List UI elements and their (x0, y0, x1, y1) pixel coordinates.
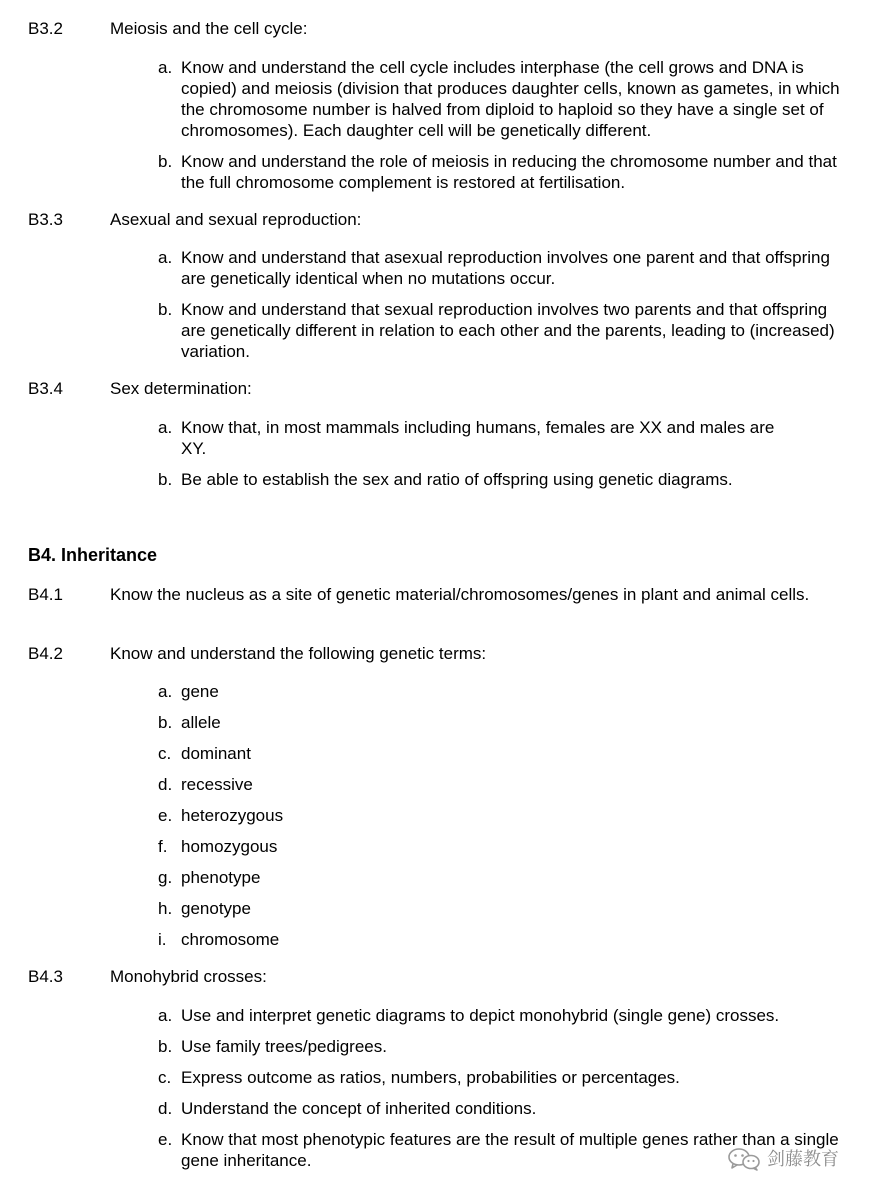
watermark (727, 1146, 839, 1172)
section-code: B3.4 (28, 379, 63, 398)
list-item-text: Know and understand that asexual reproduction involves one parent and that offspring are genetically identical when no mutations occur. (181, 248, 830, 288)
list-item-text: dominant (181, 744, 251, 763)
list-item-text: Know and understand the cell cycle includes interphase (the cell grows and DNA is copied) and meiosis (division that produces daughter cells, known as gametes, in which the chromosome number is halved from diploid to haploid so they have a single set of chromosomes). Each daughter cell will be genetically different. (181, 58, 840, 140)
list-item-text: Be able to establish the sex and ratio of offspring using genetic diagrams. (181, 470, 733, 489)
list-marker: a. (158, 682, 173, 701)
list-item-text: Understand the concept of inherited conditions. (181, 1099, 537, 1118)
section-title: Sex determination: (110, 379, 252, 398)
list-marker: b. (158, 470, 173, 489)
list-marker: c. (158, 744, 172, 763)
list-item-text: Use and interpret genetic diagrams to depict monohybrid (single gene) crosses. (181, 1006, 780, 1025)
list-marker: a. (158, 248, 173, 267)
list-marker: g. (158, 868, 173, 887)
watermark-text: 剑藤教育 (767, 1149, 839, 1169)
list-marker: i. (158, 930, 167, 949)
list-marker: f. (158, 837, 168, 856)
list-item-text: phenotype (181, 868, 261, 887)
list-marker: d. (158, 775, 173, 794)
list-item-text: chromosome (181, 930, 280, 949)
list-marker: a. (158, 418, 173, 437)
list-marker: c. (158, 1068, 172, 1087)
section-code: B3.2 (28, 19, 63, 38)
list-marker: a. (158, 58, 173, 77)
list-item-text: Use family trees/pedigrees. (181, 1037, 387, 1056)
section-title: Know and understand the following genetic terms: (110, 644, 487, 663)
section-code: B4.1 (28, 585, 63, 604)
section-title: Meiosis and the cell cycle: (110, 19, 308, 38)
list-marker: b. (158, 713, 173, 732)
list-item-text: gene (181, 682, 219, 701)
section-title: Asexual and sexual reproduction: (110, 210, 362, 229)
list-marker: e. (158, 806, 173, 825)
wechat-icon (727, 1147, 761, 1171)
list-marker: b. (158, 152, 173, 171)
list-item-text: Know that, in most mammals including humans, females are XX and males are XY. (181, 418, 775, 458)
section-code: B4.2 (28, 644, 63, 663)
section-title: Monohybrid crosses: (110, 967, 267, 986)
list-marker: h. (158, 899, 173, 918)
list-marker: b. (158, 1037, 173, 1056)
list-item-text: genotype (181, 899, 251, 918)
list-item-text: Know that most phenotypic features are the result of multiple genes rather than a single gene inheritance. (181, 1130, 839, 1170)
section-title: Know the nucleus as a site of genetic material/chromosomes/genes in plant and animal cells. (110, 585, 810, 604)
list-item-text: Know and understand the role of meiosis in reducing the chromosome number and that the full chromosome complement is restored at fertilisation. (181, 152, 837, 192)
list-marker: e. (158, 1130, 173, 1149)
list-item-text: Express outcome as ratios, numbers, probabilities or percentages. (181, 1068, 680, 1087)
list-item-text: allele (181, 713, 221, 732)
list-item-text: homozygous (181, 837, 278, 856)
list-marker: d. (158, 1099, 173, 1118)
list-marker: b. (158, 300, 173, 319)
section-code: B3.3 (28, 210, 63, 229)
list-item-text: recessive (181, 775, 253, 794)
list-item-text: Know and understand that sexual reproduction involves two parents and that offspring are genetically different in relation to each other and the parents, leading to (increased) variation. (181, 300, 835, 361)
list-item-text: heterozygous (181, 806, 284, 825)
list-marker: a. (158, 1006, 173, 1025)
section-heading-b4: B4. Inheritance (28, 545, 158, 565)
section-code: B4.3 (28, 967, 63, 986)
